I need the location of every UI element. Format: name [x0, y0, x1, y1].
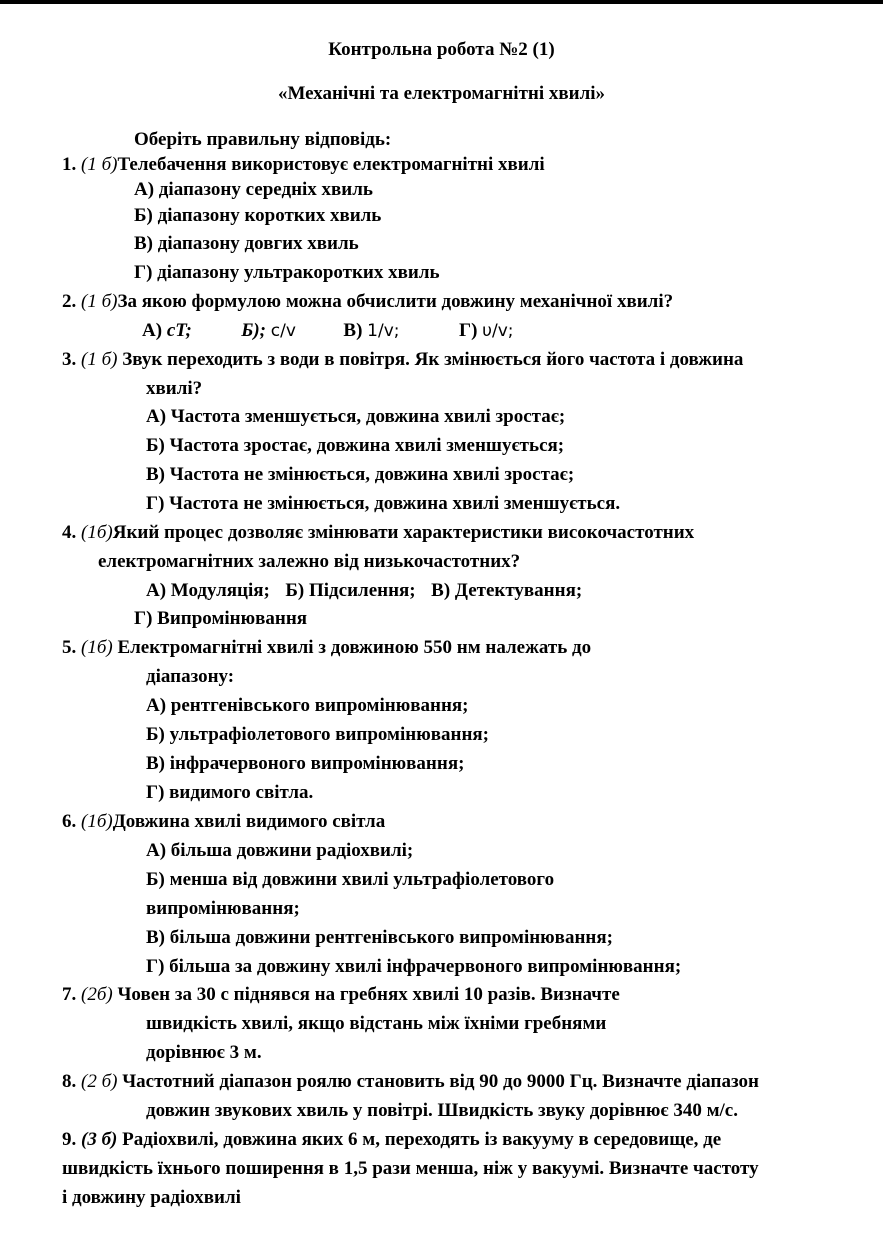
q8-text-line-2: довжин звукових хвиль у повітрі. Швидкість звуку дорівнює 340 м/с. — [146, 1100, 738, 1121]
q7-text-line-3: дорівнює 3 м. — [146, 1042, 262, 1063]
q4-option-b: Б) Підсилення; — [285, 580, 416, 601]
question-points: (1 б) — [81, 349, 118, 370]
q4-text-cont: електромагнітних залежно від низькочастотних? — [98, 551, 521, 572]
question-text: Частотний діапазон роялю становить від 90 до 9000 Гц. Визначте діапазон — [122, 1071, 759, 1092]
question-points: (1 б) — [81, 154, 118, 175]
q9-text-line-3: і довжину радіохвилі — [62, 1187, 241, 1208]
top-border — [0, 0, 883, 4]
q5-option-d: Г) видимого світла. — [146, 782, 314, 803]
question-points: (2 б) — [81, 1071, 118, 1092]
question-8 — [62, 1070, 759, 1094]
q3-option-c: В) Частота не змінюється, довжина хвилі зростає; — [146, 464, 575, 485]
q2-option-b-letter: Б); — [241, 320, 267, 341]
q3-option-d: Г) Частота не змінюється, довжина хвилі зменшується. — [146, 493, 621, 514]
question-number: 1. — [62, 154, 77, 175]
q2-option-c-letter: В) — [343, 320, 363, 341]
q5-option-a: А) рентгенівського випромінювання; — [146, 695, 469, 716]
q3-option-a: А) Частота зменшується, довжина хвилі зростає; — [146, 406, 566, 427]
question-number: 6. — [62, 811, 77, 832]
question-7 — [62, 983, 620, 1007]
question-2 — [62, 290, 673, 314]
question-number: 8. — [62, 1071, 77, 1092]
q3-text-cont: хвилі? — [146, 378, 203, 399]
question-text: Звук переходить з води в повітря. Як змінюється його частота і довжина — [122, 349, 744, 370]
q7-text-line-2: швидкість хвилі, якщо відстань між їхніми гребнями — [146, 1013, 607, 1034]
q6-option-b: Б) менша від довжини хвилі ультрафіолетового — [146, 869, 555, 890]
instruction: Оберіть правильну відповідь: — [134, 129, 392, 150]
q6-option-c: В) більша довжини рентгенівського випромінювання; — [146, 927, 613, 948]
q3-option-b: Б) Частота зростає, довжина хвилі зменшується; — [146, 435, 565, 456]
q5-option-b: Б) ультрафіолетового випромінювання; — [146, 724, 490, 745]
q4-option-d: Г) Випромінювання — [134, 608, 308, 629]
page-subtitle: «Механічні та електромагнітні хвилі» — [277, 83, 606, 104]
question-points: (1 б) — [81, 291, 118, 312]
question-number: 4. — [62, 522, 77, 543]
question-number: 7. — [62, 984, 77, 1005]
page-title: Контрольна робота №2 (1) — [328, 39, 555, 60]
question-text: Човен за 30 с піднявся на гребнях хвилі 10 разів. Визначте — [117, 984, 620, 1005]
question-text: За якою формулою можна обчислити довжину механічної хвилі? — [117, 291, 674, 312]
q4-options — [146, 579, 582, 603]
q6-option-b-cont: випромінювання; — [146, 898, 300, 919]
q6-option-a: А) більша довжини радіохвилі; — [146, 840, 414, 861]
q4-option-c: В) Детектування; — [431, 580, 583, 601]
q1-option-d: Г) діапазону ультракоротких хвиль — [134, 262, 440, 283]
q1-option-a: А) діапазону середніх хвиль — [134, 179, 373, 200]
question-points: (1б) — [81, 522, 113, 543]
question-text: Електромагнітні хвилі з довжиною 550 нм належать до — [117, 637, 592, 658]
q2-option-b-formula: c/v — [270, 321, 296, 341]
question-points: (1б) — [81, 637, 113, 658]
question-5 — [62, 636, 591, 660]
q2-options — [142, 319, 514, 343]
q2-option-d-formula: υ/v; — [482, 321, 514, 341]
q6-option-d: Г) більша за довжину хвилі інфрачервоного випромінювання; — [146, 956, 682, 977]
q9-text-line-2: швидкість їхнього поширення в 1,5 рази менша, ніж у вакуумі. Визначте частоту — [62, 1158, 759, 1179]
question-text: Довжина хвилі видимого світла — [112, 811, 386, 832]
question-number: 2. — [62, 291, 77, 312]
question-text: Телебачення використовує електромагнітні хвилі — [117, 154, 545, 175]
q2-option-c-formula: 1/v; — [367, 321, 400, 341]
question-points: (2б) — [81, 984, 113, 1005]
question-points: (1б) — [81, 811, 113, 832]
q4-option-a: А) Модуляція; — [146, 580, 270, 601]
q1-option-c: В) діапазону довгих хвиль — [134, 233, 359, 254]
q2-option-a-letter: А) — [142, 320, 163, 341]
question-number: 9. — [62, 1129, 77, 1150]
q5-text-cont: діапазону: — [146, 666, 235, 687]
question-4 — [62, 521, 694, 545]
q2-option-d-letter: Г) — [459, 320, 478, 341]
question-1 — [62, 153, 545, 177]
question-number: 5. — [62, 637, 77, 658]
question-6 — [62, 810, 385, 834]
question-9 — [62, 1128, 721, 1152]
question-points: (3 б) — [81, 1129, 118, 1150]
q1-option-b: Б) діапазону коротких хвиль — [134, 205, 382, 226]
question-text: Який процес дозволяє змінювати характеристики високочастотних — [112, 522, 695, 543]
question-text: Радіохвилі, довжина яких 6 м, переходять із вакууму в середовище, де — [122, 1129, 722, 1150]
q5-option-c: В) інфрачервоного випромінювання; — [146, 753, 465, 774]
q2-option-a-formula: cT; — [166, 320, 192, 341]
question-number: 3. — [62, 349, 77, 370]
question-3 — [62, 348, 743, 372]
